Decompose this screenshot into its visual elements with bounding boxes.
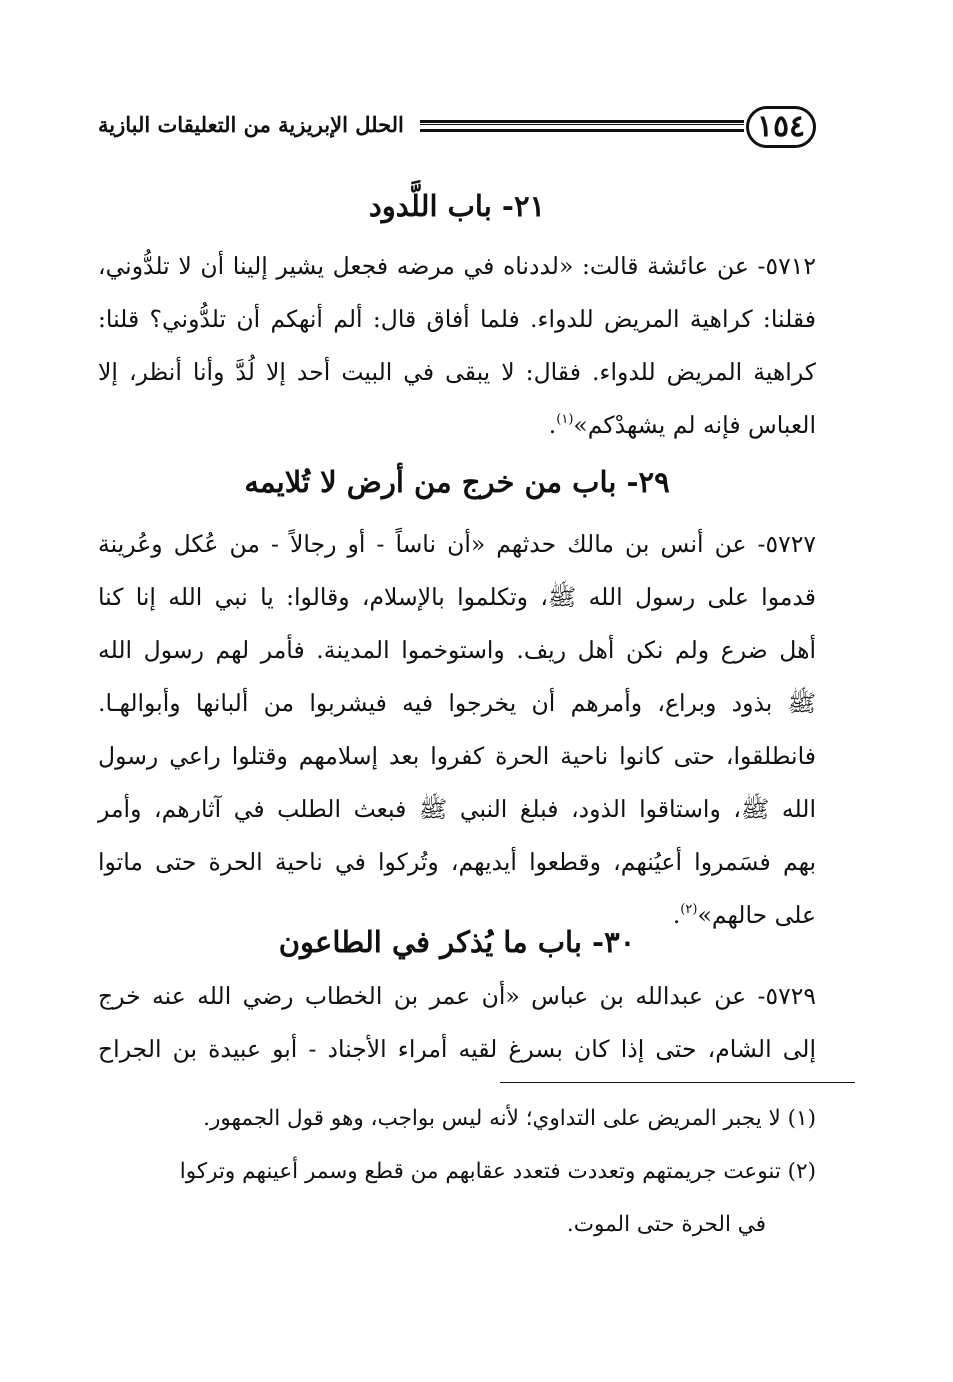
hadith-text (98, 518, 816, 942)
sentence-end: . (548, 411, 557, 439)
footnote-2-continued: في الحرة حتى الموت. (566, 1212, 766, 1237)
sentence-end: . (672, 901, 681, 929)
chapter-title: ٢٩- باب من خرج من أرض لا تُلايمه (244, 465, 670, 499)
page-number: ١٥٤ (746, 106, 816, 148)
text-line: قدموا على رسول الله ﷺ، وتكلموا بالإسلام، وقالوا: يا نبي الله إنا كنا (98, 583, 816, 611)
footnote-separator (500, 1082, 855, 1083)
header-rule (420, 120, 744, 132)
text-line-last (98, 399, 816, 452)
text-fragment: على حالهم» (697, 901, 816, 929)
text-line: الله ﷺ، واستاقوا الذود، فبلغ النبي ﷺ فبعث الطلب في آثارهم، وأمر (98, 795, 816, 823)
text-line: ﷺ بذود وبراع، وأمرهم أن يخرجوا فيه فيشربوا من ألبانها وأبوالهـا. (98, 689, 816, 717)
chapter-title: ٣٠- باب ما يُذكر في الطاعون (278, 925, 636, 959)
text-fragment: العباس فإنه لم يشهدْكم» (573, 411, 816, 439)
text-line: أهل ضرع ولم نكن أهل ريف. واستوخموا المدينة. فأمر لهم رسول الله (98, 636, 816, 664)
hadith-text (98, 970, 816, 1076)
footnote-ref[interactable]: (١) (556, 412, 574, 427)
text-line: ٥٧١٢- عن عائشة قالت: «لددناه في مرضه فجعل يشير إلينا أن لا تلدُّوني، (98, 252, 816, 280)
text-line: إلى الشام، حتى إذا كان بسرغ لقيه أمراء الأجناد - أبو عبيدة بن الجراح (98, 1035, 816, 1063)
footnote-1: (١) لا يجبر المريض على التداوي؛ لأنه ليس بواجب، وهو قول الجمهور. (203, 1106, 816, 1131)
footnotes (98, 1092, 816, 1251)
footnote-ref[interactable]: (٢) (680, 902, 698, 917)
text-line: كراهية المريض للدواء. فقال: لا يبقى في البيت أحد إلا لُدَّ وأنا أنظر، إلا (98, 358, 816, 386)
hadith-text (98, 240, 816, 452)
text-line: فانطلقوا، حتى كانوا ناحية الحرة كفروا بعد إسلامهم وقتلوا راعي رسول (98, 742, 816, 770)
running-title: الحلل الإبريزية من التعليقات البازية (98, 112, 404, 137)
text-line: بهم فسَمروا أعيُنهم، وقطعوا أيديهم، وتُركوا في ناحية الحرة حتى ماتوا (98, 848, 816, 876)
running-header (98, 104, 816, 156)
text-line: ٥٧٢٩- عن عبدالله بن عباس «أن عمر بن الخطاب رضي الله عنه خرج (98, 982, 816, 1010)
text-line: فقلنا: كراهية المريض للدواء. فلما أفاق قال: ألم أنهكم أن تلدُّوني؟ قلنا: (98, 305, 816, 333)
footnote-2: (٢) تنوعت جريمتهم وتعددت فتعدد عقابهم من قطع وسمر أعينهم وتركوا (179, 1159, 816, 1184)
chapter-title: ٢١- باب اللَّدود (368, 189, 546, 223)
text-line: ٥٧٢٧- عن أنس بن مالك حدثهم «أن ناساً - أو رجالاً - من عُكل وعُرينة (98, 530, 816, 558)
